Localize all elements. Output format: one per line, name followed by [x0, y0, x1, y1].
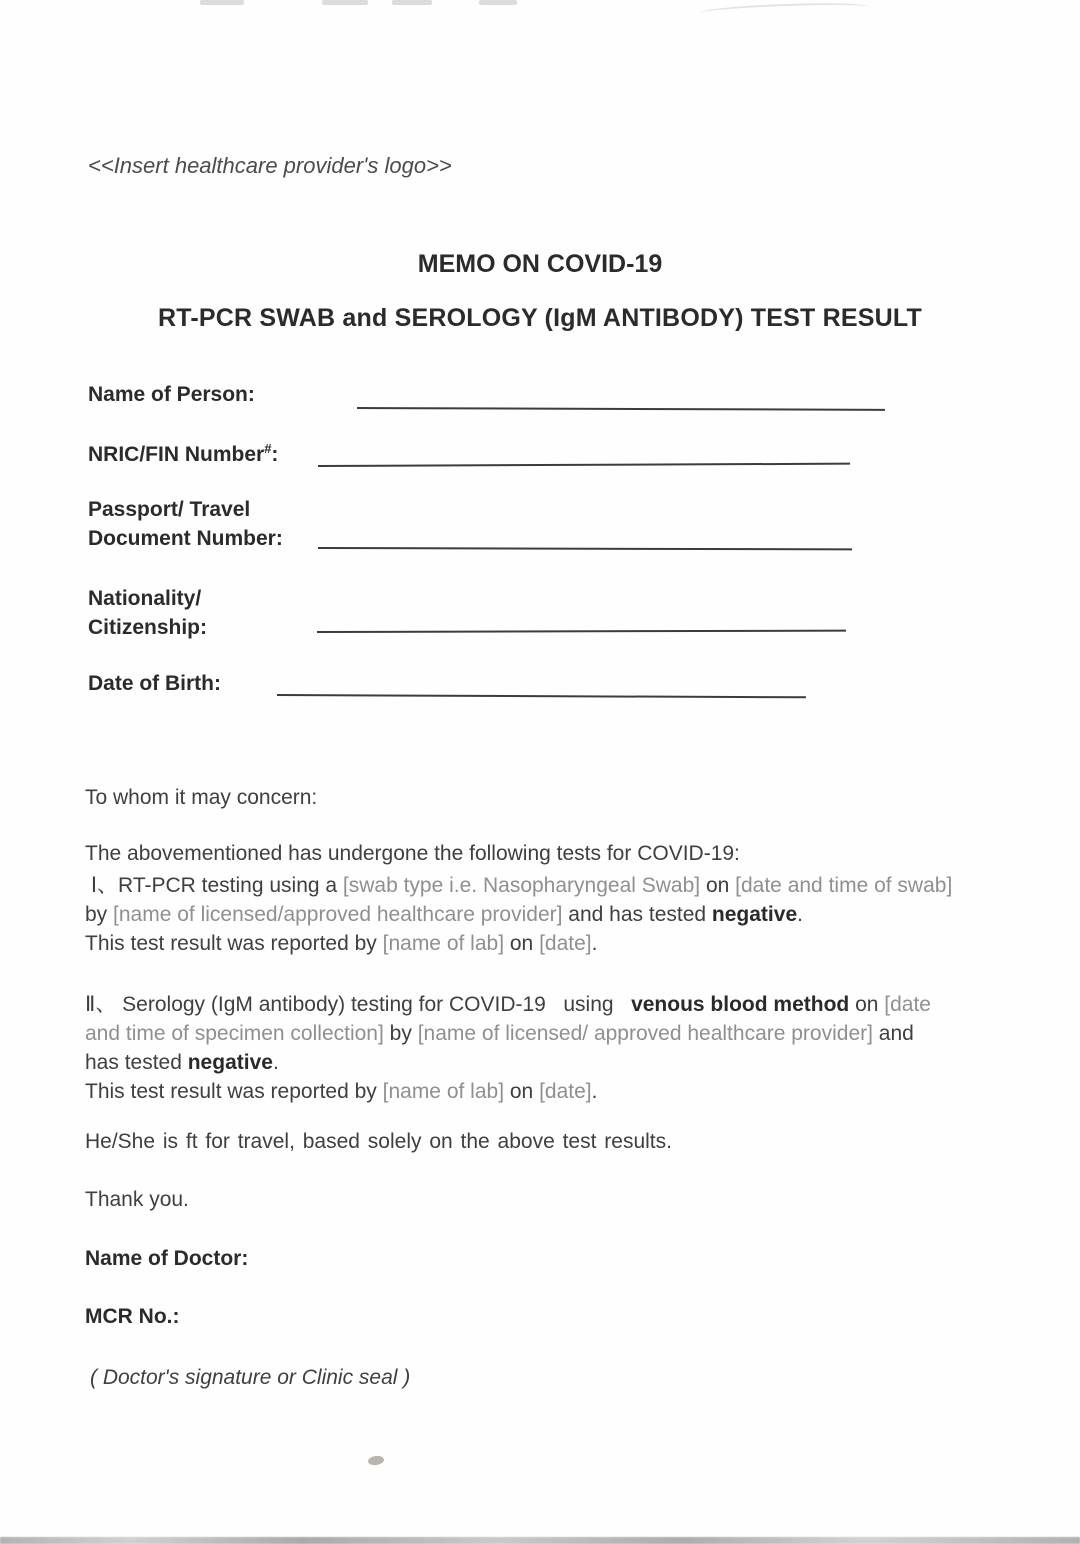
- scan-artifact-top-dash: [479, 0, 517, 5]
- scan-artifact-bottom-edge: [0, 1537, 1080, 1544]
- signature-note: ( Doctor's signature or Clinic seal ): [90, 1366, 411, 1389]
- nationality-blank-line: [317, 630, 846, 633]
- scan-artifact-top-dash: [392, 0, 432, 5]
- rtpcr-line-1: Ⅰ、RT-PCR testing using a [swab type i.e. Nasopharyngeal Swab] on [date and time of swab]: [85, 874, 953, 897]
- passport-blank-line: [318, 547, 852, 550]
- intro-line: The abovementioned has undergone the following tests for COVID-19:: [85, 842, 740, 865]
- nric-fin-label-text: NRIC/FIN Number: [88, 443, 265, 466]
- nric-fin-superscript: #: [264, 441, 272, 456]
- memo-subtitle: RT-PCR SWAB and SEROLOGY (IgM ANTIBODY) TEST RESULT: [158, 304, 922, 332]
- scan-artifact-top-dash: [200, 0, 244, 5]
- passport-label-line1: Passport/ Travel: [88, 498, 251, 521]
- name-of-person-label: Name of Person:: [88, 383, 255, 406]
- nric-fin-blank-line: [318, 463, 850, 467]
- nric-fin-label-colon: :: [271, 443, 279, 466]
- fit-for-travel-line: He/She is ft for travel, based solely on the above test results.: [85, 1130, 672, 1153]
- thank-you-line: Thank you.: [85, 1188, 189, 1211]
- serology-line-1: Ⅱ、 Serology (IgM antibody) testing for COVID-19 using venous blood method on [date: [85, 993, 931, 1016]
- nationality-label-line1: Nationality/: [88, 587, 202, 610]
- scan-artifact-speck: [367, 1455, 384, 1466]
- serology-line-2: and time of specimen collection] by [name of licensed/ approved healthcare provider] and: [85, 1022, 914, 1045]
- paragraph-rtpcr: [85, 871, 952, 958]
- mcr-no-label: MCR No.:: [85, 1305, 180, 1328]
- date-of-birth-label: Date of Birth:: [88, 672, 221, 695]
- serology-line-4: This test result was reported by [name of lab] on [date].: [85, 1080, 598, 1103]
- rtpcr-line-2: by [name of licensed/approved healthcare provider] and has tested negative.: [85, 903, 803, 926]
- salutation: To whom it may concern:: [85, 786, 318, 809]
- name-of-doctor-label: Name of Doctor:: [85, 1247, 249, 1270]
- logo-placeholder-text: <<Insert healthcare provider's logo>>: [88, 153, 452, 178]
- nric-fin-label: [88, 441, 278, 467]
- date-of-birth-blank-line: [277, 694, 806, 698]
- rtpcr-line-3: This test result was reported by [name of lab] on [date].: [85, 932, 598, 955]
- passport-label-line2: Document Number:: [88, 527, 283, 550]
- nationality-label-line2: Citizenship:: [88, 616, 207, 639]
- paragraph-serology: [85, 990, 931, 1106]
- scan-artifact-top-dash: [322, 0, 368, 5]
- memo-title: MEMO ON COVID-19: [417, 250, 663, 278]
- name-of-person-blank-line: [357, 407, 885, 411]
- scan-artifact-wisp: [700, 1, 870, 19]
- serology-line-3: has tested negative.: [85, 1051, 279, 1074]
